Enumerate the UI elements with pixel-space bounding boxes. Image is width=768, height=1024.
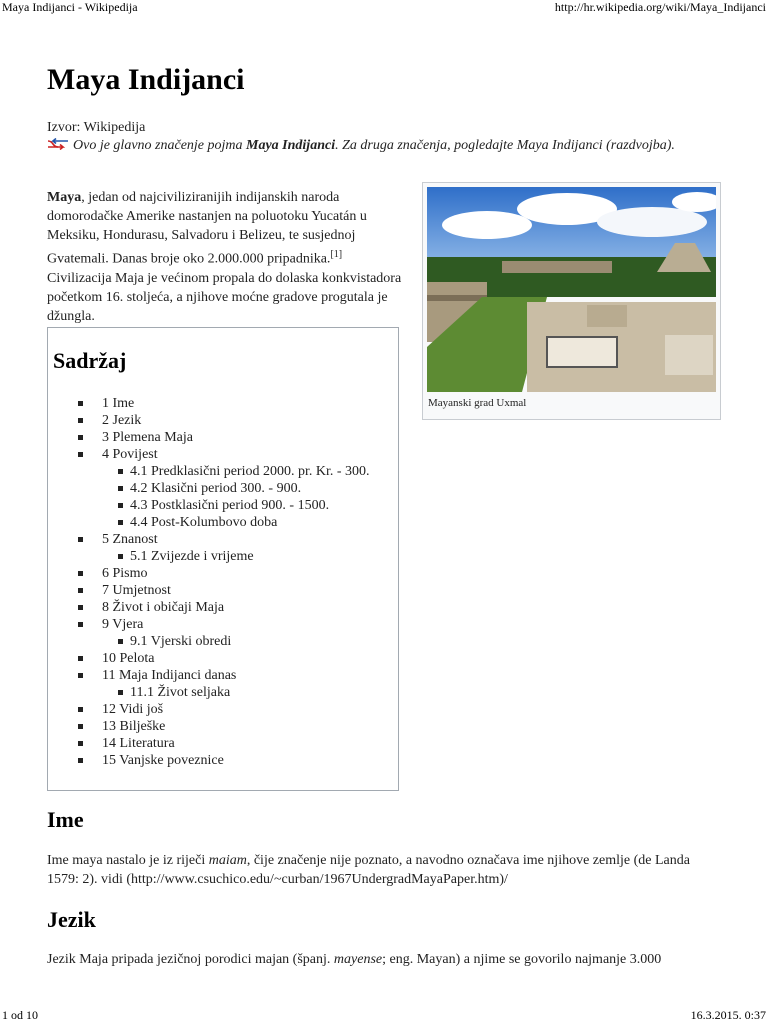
toc-item[interactable]: 11.1 Život seljaka: [78, 684, 370, 701]
table-of-contents: [47, 327, 399, 791]
toc-item[interactable]: 3 Plemena Maja: [78, 429, 370, 446]
reference-link[interactable]: [1]: [330, 249, 343, 260]
ime-text-before: Ime maya nastalo je iz riječi: [47, 853, 209, 868]
hatnote-after[interactable]: . Za druga značenja, pogledajte Maya Indijanci (razdvojba).: [335, 138, 675, 153]
toc-item[interactable]: 5.1 Zvijezde i vrijeme: [78, 548, 370, 565]
toc-item[interactable]: 14 Literatura: [78, 735, 370, 752]
section-heading-jezik: Jezik: [47, 907, 96, 932]
print-footer-datetime: 16.3.2015. 0:37: [690, 1008, 766, 1022]
image-caption: Mayanski grad Uxmal: [428, 397, 527, 409]
page-title: Maya Indijanci: [47, 63, 245, 96]
toc-item[interactable]: 9 Vjera: [78, 616, 370, 633]
print-footer: [0, 1008, 768, 1024]
toc-item[interactable]: 4.2 Klasični period 300. - 900.: [78, 480, 370, 497]
toc-item[interactable]: 11 Maja Indijanci danas: [78, 667, 370, 684]
intro-text-2: Civilizacija Maja je većinom propala do dolaska konkvistadora početkom 16. stoljeća, a njihove moćne gradove progutala je džungla.: [47, 270, 402, 324]
intro-lead: Maya: [47, 190, 82, 205]
toc-heading: Sadržaj: [53, 348, 127, 373]
toc-item[interactable]: 10 Pelota: [78, 650, 370, 667]
toc-item[interactable]: 2 Jezik: [78, 412, 370, 429]
print-header-url[interactable]: http://hr.wikipedia.org/wiki/Maya_Indijanci: [554, 0, 766, 14]
intro-paragraph: [47, 188, 402, 326]
toc-item[interactable]: 6 Pismo: [78, 565, 370, 582]
jezik-term: mayense: [333, 952, 383, 967]
toc-item[interactable]: 8 Život i običaji Maja: [78, 599, 370, 616]
toc-item[interactable]: 7 Umjetnost: [78, 582, 370, 599]
toc-item[interactable]: 9.1 Vjerski obredi: [78, 633, 370, 650]
print-header-title: Maya Indijanci - Wikipedija: [2, 0, 138, 14]
hatnote: [47, 137, 677, 155]
toc-item[interactable]: 1 Ime: [78, 395, 370, 412]
toc-item[interactable]: 4.4 Post-Kolumbovo doba: [78, 514, 370, 531]
source-line: Izvor: Wikipedija: [47, 120, 146, 135]
intro-text: , jedan od najciviliziranijih indijanskih naroda domorodačke Amerike nastanjen na poluotoku Yucatán u Meksiku, Hondurasu, Salvadoru i Belizeu, te susjednoj Gvatemali. Danas broje oko 2.000.000 pripadnika.: [47, 190, 367, 267]
toc-item[interactable]: 4.3 Postklasični period 900. - 1500.: [78, 497, 370, 514]
section-heading-ime: Ime: [47, 807, 84, 832]
toc-item[interactable]: 5 Znanost: [78, 531, 370, 548]
section-paragraph-ime: [47, 851, 719, 889]
uxmal-photo[interactable]: [427, 187, 716, 392]
toc-item[interactable]: 4 Povijest: [78, 446, 370, 463]
jezik-text-before: Jezik Maja pripada jezičnoj porodici majan (španj.: [47, 952, 334, 967]
toc-list: [78, 395, 370, 769]
toc-item[interactable]: 15 Vanjske poveznice: [78, 752, 370, 769]
print-footer-page: 1 od 10: [2, 1008, 38, 1022]
jezik-text-after: ; eng. Mayan) a njime se govorilo najmanje 3.000: [382, 952, 662, 967]
toc-item[interactable]: 13 Bilješke: [78, 718, 370, 735]
disambiguation-arrows-icon: [47, 138, 69, 150]
toc-item[interactable]: 12 Vidi još: [78, 701, 370, 718]
article: [47, 60, 722, 967]
print-header: [0, 0, 768, 16]
hatnote-before: Ovo je glavno značenje pojma: [73, 138, 247, 153]
hatnote-term[interactable]: Maya Indijanci: [246, 138, 336, 153]
toc-item[interactable]: 4.1 Predklasični period 2000. pr. Kr. - 300.: [78, 463, 370, 480]
ime-term: maiam: [208, 853, 247, 868]
uxmal-photo-illustration: [427, 187, 716, 392]
ime-text-after: , čije značenje nije poznato, a navodno označava ime njihove zemlje (de Landa 1579: 2). vidi (http://www.csuchico.edu/~curban/1967UndergradMayaPaper.htm)/: [47, 853, 690, 887]
image-thumbnail: [422, 182, 721, 420]
section-paragraph-jezik: [47, 950, 719, 969]
